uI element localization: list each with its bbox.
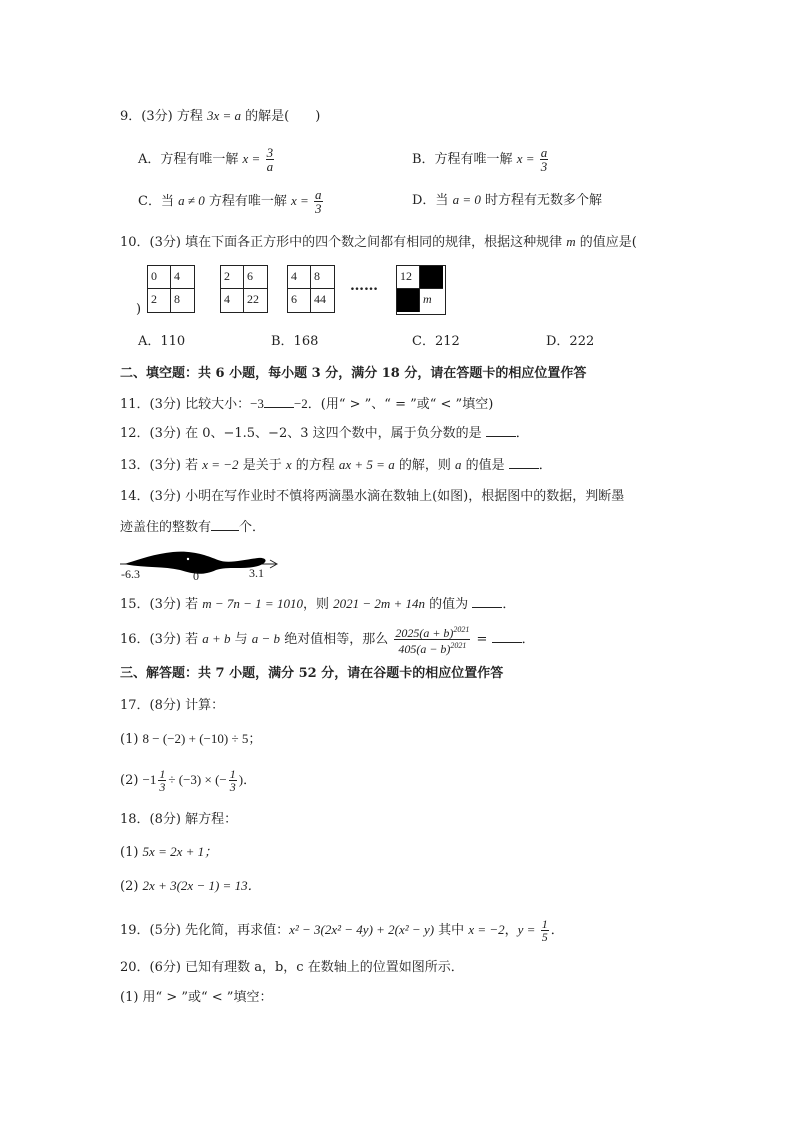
q9-option-b-lhs: x = xyxy=(516,151,538,166)
q18-part2-expression: 2x + 3(2x − 1) = 13． xyxy=(142,878,261,893)
q15-answer-blank[interactable] xyxy=(472,595,502,608)
q18-part1-expression: 5x = 2x + 1； xyxy=(142,844,218,859)
q10-variable: m xyxy=(566,234,576,249)
square-cell: 8 xyxy=(174,292,180,306)
q17-part2-fraction xyxy=(158,768,166,793)
q14-axis-label-zero: 0 xyxy=(193,569,199,583)
q19 xyxy=(120,918,564,943)
q13-mid3: 的解，则 xyxy=(394,458,455,473)
q17-part2-whole: −1 xyxy=(142,772,157,787)
q10-option-b[interactable]: B．168 xyxy=(271,334,319,349)
q18-title: 18．(8分) 解方程： xyxy=(120,812,238,827)
q16-expr1: a + b xyxy=(202,631,231,646)
fraction-numerator: a xyxy=(540,145,548,160)
square-cell: 44 xyxy=(314,292,326,306)
fraction-denominator: 3 xyxy=(315,201,322,216)
q15 xyxy=(120,594,515,615)
q16-answer-blank[interactable] xyxy=(492,630,522,643)
fraction-denominator: 3 xyxy=(159,780,166,794)
ink-highlight xyxy=(187,558,189,560)
q13-answer-blank[interactable] xyxy=(509,456,539,469)
fraction-numerator: 1 xyxy=(541,917,548,931)
square-cell: 8 xyxy=(311,266,334,289)
q20-line2: (1) 用“ > ”或“ < ”填空： xyxy=(120,990,273,1005)
q17-part2-fraction2 xyxy=(229,768,237,793)
q9-stem-prefix: 9．(3分) 方程 xyxy=(120,109,207,124)
q9-option-b-fraction xyxy=(540,146,549,173)
q19-mid: 其中 xyxy=(434,923,469,938)
q17-part1-label: (1) xyxy=(120,732,143,747)
q16-equals: = xyxy=(472,632,492,647)
q12-answer-blank[interactable] xyxy=(486,424,516,437)
square-cell: 22 xyxy=(247,292,259,306)
q13-end: ． xyxy=(538,458,552,473)
q9-option-d-condition: a = 0 xyxy=(452,192,481,207)
q14-line2-suffix: 个． xyxy=(239,520,266,535)
q17-part2-label: (2) xyxy=(120,773,143,788)
q9-option-b[interactable] xyxy=(412,146,550,173)
q9-option-c-lhs: x = xyxy=(291,193,313,208)
q10-square-4 xyxy=(396,265,446,315)
q20-line1: 20．(6分) 已知有理数 a，b，c 在数轴上的位置如图所示． xyxy=(120,960,464,975)
q10-square-2 xyxy=(220,265,268,313)
q16-prefix: 16．(3分) 若 xyxy=(120,632,203,647)
exponent: 2021 xyxy=(453,625,470,634)
q9-option-c-mid: 方程有唯一解 xyxy=(204,194,291,209)
q11-prefix: 11．(3分) 比较大小： xyxy=(120,397,251,412)
q16-mid1: 与 xyxy=(230,632,252,647)
q13-var: x xyxy=(285,457,292,472)
fraction-numerator: 3 xyxy=(266,145,274,160)
q9-option-c-condition: a ≠ 0 xyxy=(178,193,205,208)
q16-end: ． xyxy=(521,632,535,647)
q13-mid2: 的方程 xyxy=(291,458,339,473)
q19-prefix: 19．(5分) 先化简，再求值： xyxy=(120,923,290,938)
fraction-denominator: 3 xyxy=(540,159,548,174)
q9-option-c-label: C．当 xyxy=(138,194,179,209)
square-cell: 6 xyxy=(288,289,311,312)
q10-ellipsis: …… xyxy=(350,278,378,294)
square-cell-black xyxy=(397,289,420,312)
q9-option-d-label: D．当 xyxy=(412,193,453,208)
square-cell: 12 xyxy=(397,266,420,289)
q9-option-d-mid: 时方程有无数多个解 xyxy=(480,193,602,208)
q17-part1-expression: 8 − (−2) + (−10) ÷ 5； xyxy=(142,731,262,746)
q13-prefix: 13．(3分) 若 xyxy=(120,458,203,473)
q15-equation: m − 7n − 1 = 1010 xyxy=(202,596,303,611)
section-2-heading: 二、填空题：共 6 小题，每小题 3 分，满分 18 分，请在答题卡的相应位置作答 xyxy=(120,366,587,381)
q19-separator: ， xyxy=(504,923,518,938)
q10-square-3 xyxy=(287,265,335,313)
square-cell: 2 xyxy=(148,289,171,312)
q10-square-1 xyxy=(147,265,195,313)
q9-option-d[interactable] xyxy=(412,190,602,211)
q9-stem-suffix: 的解是( ) xyxy=(241,109,321,124)
q11 xyxy=(120,394,493,415)
q17-part1 xyxy=(120,729,261,750)
q10-stem-end: 的值应是( xyxy=(575,235,637,250)
q14-axis-label-left: -6.3 xyxy=(121,567,140,581)
q17-part2-end: )． xyxy=(238,772,257,787)
q18-part2-label: (2) xyxy=(120,879,143,894)
q9-equation: 3x = a xyxy=(206,108,241,123)
q11-expr-a: −3 xyxy=(250,396,264,411)
q16-mid2: 绝对值相等，那么 xyxy=(280,632,393,647)
q13 xyxy=(120,455,552,476)
q17-title: 17．(8分) 计算： xyxy=(120,698,225,713)
q19-end: ． xyxy=(550,923,564,938)
q14-line2-prefix: 迹盖住的整数有 xyxy=(120,520,212,535)
q9-option-c[interactable] xyxy=(138,188,325,215)
square-cell-m: m xyxy=(423,292,432,306)
fraction-numerator: 1 xyxy=(159,767,166,781)
section-3-heading: 三、解答题：共 7 小题，满分 52 分，请在谷题卡的相应位置作答 xyxy=(120,666,504,681)
q16-fraction xyxy=(394,624,470,655)
fraction-denominator: 5 xyxy=(541,930,548,944)
q13-var2: a xyxy=(454,457,462,472)
q17-part2 xyxy=(120,768,256,793)
fraction-denominator: 405(a − b) xyxy=(398,642,451,656)
q13-mid1: 是关于 xyxy=(238,458,286,473)
square-cell: 4 xyxy=(288,266,311,289)
q15-end: ． xyxy=(502,597,516,612)
square-cell: 0 xyxy=(148,266,171,289)
q10-option-a[interactable]: A．110 xyxy=(138,334,186,349)
fraction-numerator: 2025(a + b) xyxy=(395,626,454,640)
q13-mid4: 的值是 xyxy=(461,458,505,473)
square-cell: 4 xyxy=(221,289,244,312)
q16-expr2: a − b xyxy=(251,631,281,646)
fraction-denominator: a xyxy=(266,159,274,174)
q12 xyxy=(120,424,529,444)
q12-end: ． xyxy=(515,426,529,441)
q14-answer-blank[interactable] xyxy=(211,518,239,531)
q9-option-c-fraction xyxy=(314,188,323,215)
q13-equation: ax + 5 = a xyxy=(338,457,395,472)
fraction-denominator: 3 xyxy=(229,780,236,794)
q18-part1-label: (1) xyxy=(120,845,143,860)
fraction-numerator: 1 xyxy=(229,767,236,781)
q10-close-paren: ) xyxy=(136,302,142,317)
q10-option-d[interactable]: D．222 xyxy=(546,334,595,349)
q9-option-a-lhs: x = xyxy=(242,151,264,166)
q9-option-a-label: A．方程有唯一解 xyxy=(138,152,243,167)
q18-part1 xyxy=(120,842,217,863)
q19-y-fraction xyxy=(541,918,549,943)
square-cell-black xyxy=(420,266,443,289)
q11-expr-b: −2 xyxy=(293,396,308,411)
q14-line1: 14．(3分) 小明在写作业时不慎将两滴墨水滴在数轴上(如图)，根据图中的数据，判断墨 xyxy=(120,489,625,504)
square-cell: 4 xyxy=(171,266,194,289)
q12-text: 12．(3分) 在 0、−1.5、−2、3 这四个数中，属于负分数的是 xyxy=(120,426,482,441)
fraction-numerator: a xyxy=(315,187,322,202)
q14-line2 xyxy=(120,518,265,538)
q10-stem-text: 10．(3分) 填在下面各正方形中的四个数之间都有相同的规律，根据这种规律 xyxy=(120,235,567,250)
q10-option-c[interactable]: C．212 xyxy=(412,334,460,349)
q15-expression: 2021 − 2m + 14n xyxy=(333,596,426,611)
q9-stem xyxy=(120,106,320,127)
q9-option-a[interactable] xyxy=(138,146,276,173)
q19-expression: x² − 3(2x² − 4y) + 2(x² − y) xyxy=(289,922,435,937)
q9-option-a-fraction xyxy=(266,146,275,173)
q10-stem xyxy=(120,232,637,253)
q14-axis-label-right: 3.1 xyxy=(249,566,264,580)
q15-mid: ，则 xyxy=(302,597,334,612)
q11-suffix: ．(用“ > ”、“ = ”或“ < ”填空) xyxy=(307,397,494,412)
square-cell: 6 xyxy=(244,266,267,289)
q9-option-b-label: B．方程有唯一解 xyxy=(412,152,517,167)
q18-part2 xyxy=(120,876,261,897)
q19-y-lhs: y = xyxy=(517,922,539,937)
q13-condition: x = −2 xyxy=(202,457,239,472)
q15-suffix: 的值为 xyxy=(425,597,469,612)
q11-answer-blank[interactable] xyxy=(264,395,294,408)
q19-x-value: x = −2 xyxy=(468,922,505,937)
q17-part2-mid: ÷ (−3) × (− xyxy=(168,772,227,787)
q16 xyxy=(120,624,535,655)
exponent: 2021 xyxy=(450,641,467,650)
square-cell: 2 xyxy=(221,266,244,289)
q15-prefix: 15．(3分) 若 xyxy=(120,597,203,612)
